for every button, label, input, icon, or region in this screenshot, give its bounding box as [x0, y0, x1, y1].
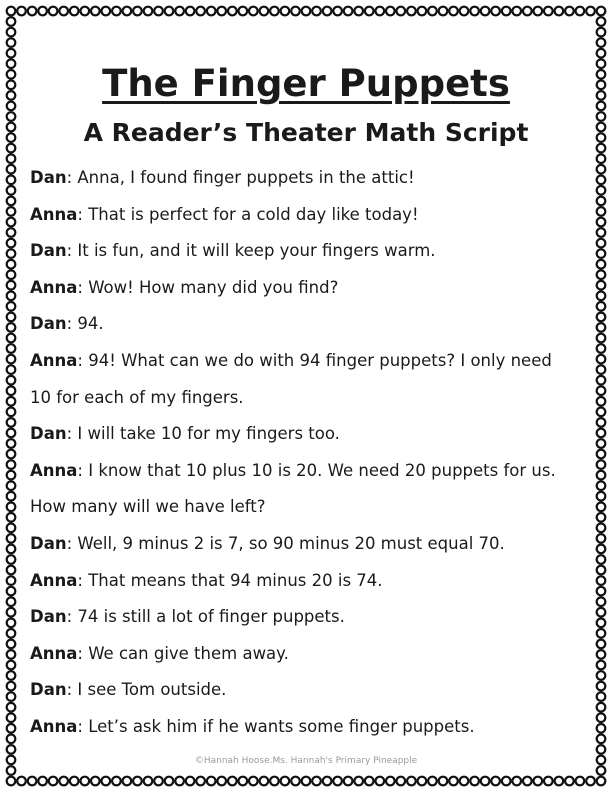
speaker-name: Anna	[30, 716, 78, 736]
speaker-name: Dan	[30, 424, 67, 444]
speaker-name: Anna	[30, 277, 78, 297]
line-text: : We can give them away.	[77, 643, 289, 663]
speaker-name: Anna	[30, 460, 78, 480]
script-line	[30, 709, 570, 746]
script-line	[30, 563, 570, 600]
speaker-name: Anna	[30, 204, 78, 224]
line-text: : 94.	[66, 314, 104, 334]
speaker-name: Anna	[30, 643, 78, 663]
speaker-name: Anna	[30, 350, 78, 370]
script-line	[30, 672, 570, 709]
script-line	[30, 306, 570, 343]
line-text: : I see Tom outside.	[66, 680, 227, 700]
line-text: : That means that 94 minus 20 is 74.	[77, 570, 383, 590]
speaker-name: Dan	[30, 241, 67, 261]
script-line	[30, 526, 570, 563]
speaker-name: Dan	[30, 533, 67, 553]
script-line	[30, 233, 570, 270]
page-title: The Finger Puppets	[102, 62, 510, 105]
script-line	[30, 453, 570, 526]
script-line	[30, 343, 570, 416]
line-text: : Wow! How many did you find?	[77, 277, 339, 297]
script-line	[30, 416, 570, 453]
speaker-name: Dan	[30, 607, 67, 627]
page-subtitle: A Reader’s Theater Math Script	[83, 118, 529, 147]
line-text: : Well, 9 minus 2 is 7, so 90 minus 20 must equal 70.	[66, 533, 505, 553]
line-text: : I know that 10 plus 10 is 20. We need 20 puppets for us. How many will we have left?	[30, 460, 556, 517]
line-text: : 94! What can we do with 94 finger puppets? I only need 10 for each of my fingers.	[30, 350, 552, 407]
speaker-name: Dan	[30, 314, 67, 334]
script-body	[30, 160, 570, 746]
line-text: : Let’s ask him if he wants some finger puppets.	[77, 716, 475, 736]
script-line	[30, 636, 570, 673]
line-text: : That is perfect for a cold day like today!	[77, 204, 419, 224]
speaker-name: Dan	[30, 168, 67, 187]
line-text: : It is fun, and it will keep your fingers warm.	[66, 241, 436, 261]
speaker-name: Anna	[30, 570, 78, 590]
line-text: : I will take 10 for my fingers too.	[66, 424, 340, 444]
script-line	[30, 160, 570, 197]
script-line	[30, 197, 570, 234]
copyright-footer: ©Hannah Hoose.Ms. Hannah's Primary Pineapple	[194, 756, 418, 766]
script-line	[30, 599, 570, 636]
line-text: : 74 is still a lot of finger puppets.	[66, 607, 345, 627]
line-text: : Anna, I found finger puppets in the attic!	[66, 168, 415, 187]
script-line	[30, 270, 570, 307]
speaker-name: Dan	[30, 680, 67, 700]
